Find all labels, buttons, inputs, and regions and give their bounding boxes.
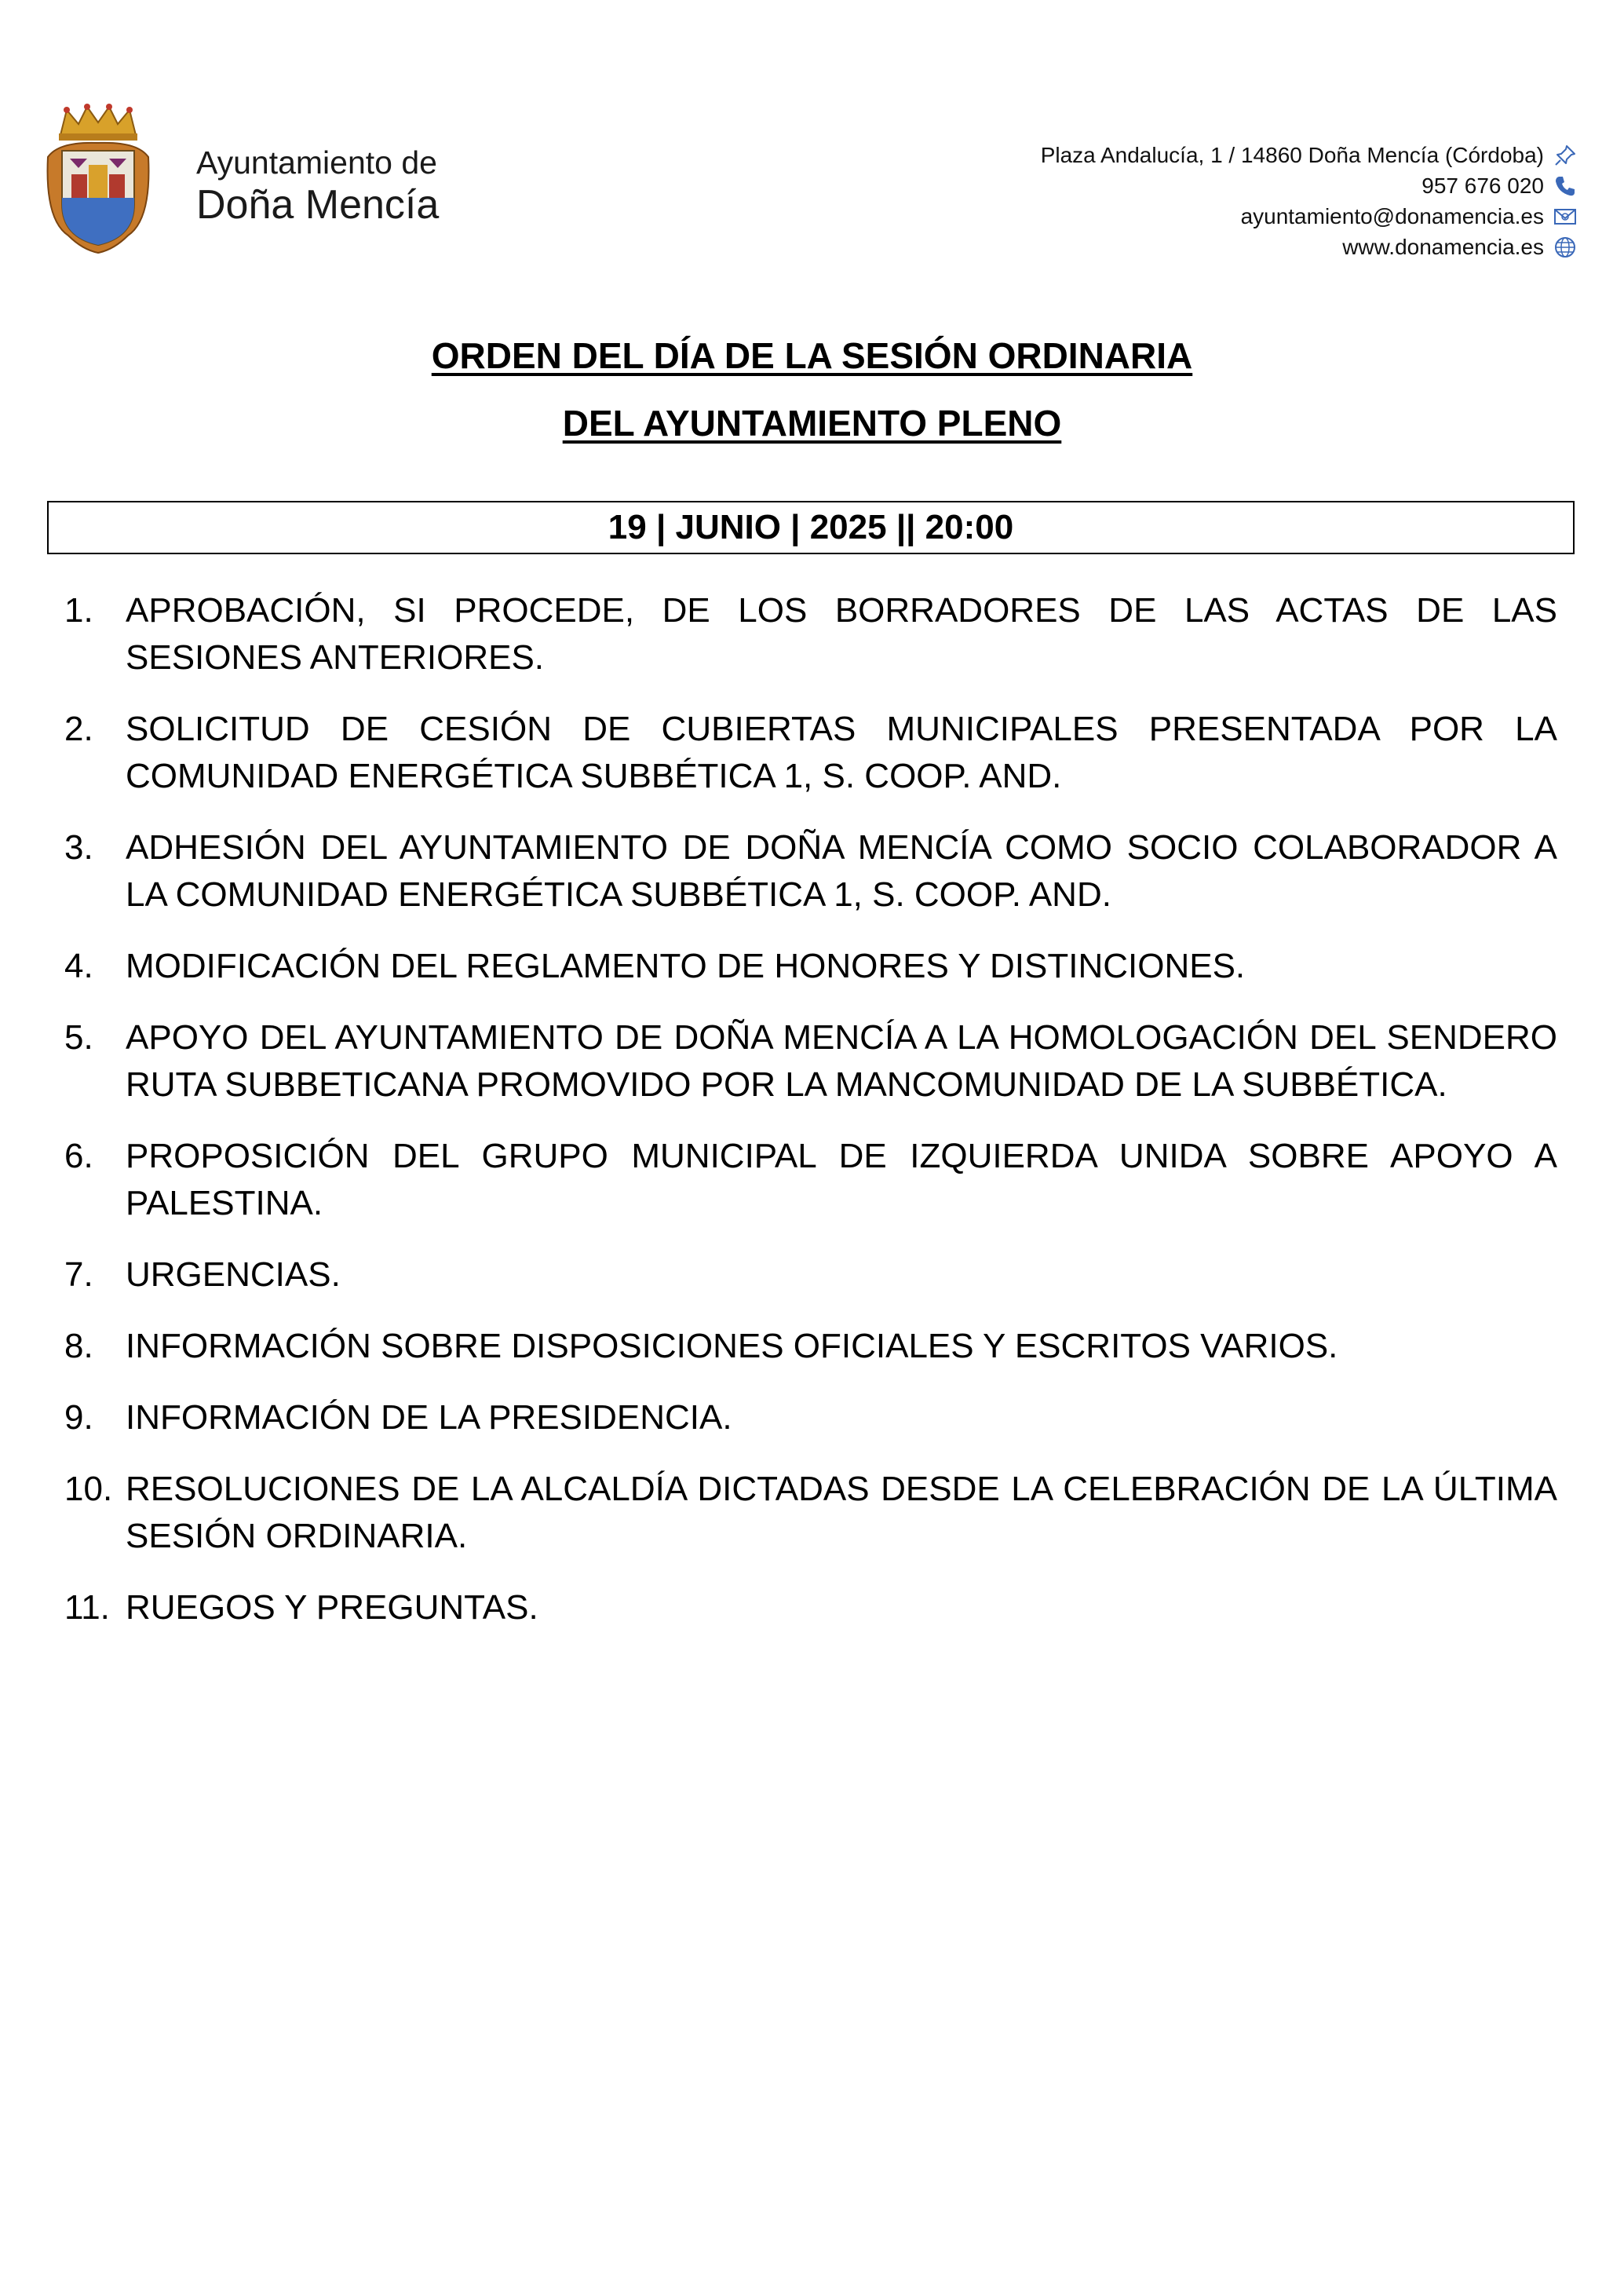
contact-email-text: ayuntamiento@donamencia.es bbox=[1240, 204, 1544, 228]
agenda-item-text: RESOLUCIONES DE LA ALCALDÍA DICTADAS DESDE LA CELEBRACIÓN DE LA ÚLTIMA SESIÓN ORDINARIA. bbox=[126, 1470, 1557, 1555]
pin-icon bbox=[1553, 144, 1577, 167]
agenda-item bbox=[64, 1394, 1557, 1441]
agenda-item-number: 3. bbox=[64, 828, 93, 867]
contact-address-text: Plaza Andalucía, 1 / 14860 Doña Mencía (Córdoba) bbox=[1040, 143, 1544, 167]
agenda-item-text: APROBACIÓN, SI PROCEDE, DE LOS BORRADORES DE LAS ACTAS DE LAS SESIONES ANTERIORES. bbox=[126, 591, 1557, 677]
agenda-item bbox=[64, 1251, 1557, 1299]
agenda-item-number: 6. bbox=[64, 1137, 93, 1175]
agenda-item-number: 1. bbox=[64, 591, 93, 630]
agenda-item-number: 2. bbox=[64, 710, 93, 748]
municipal-crest-logo bbox=[43, 102, 153, 255]
session-date-box: 19 | JUNIO | 2025 || 20:00 bbox=[47, 501, 1575, 554]
agenda-item bbox=[64, 1133, 1557, 1227]
agenda-item-text: MODIFICACIÓN DEL REGLAMENTO DE HONORES Y DISTINCIONES. bbox=[126, 947, 1246, 985]
agenda-item bbox=[64, 943, 1557, 990]
agenda-item bbox=[64, 1323, 1557, 1370]
contact-web bbox=[1041, 232, 1577, 262]
phone-icon bbox=[1553, 174, 1577, 198]
agenda-item bbox=[64, 1466, 1557, 1560]
agenda-item bbox=[64, 1584, 1557, 1631]
contact-address bbox=[1041, 140, 1577, 170]
globe-icon bbox=[1553, 236, 1577, 259]
agenda-item-text: APOYO DEL AYUNTAMIENTO DE DOÑA MENCÍA A LA HOMOLOGACIÓN DEL SENDERO RUTA SUBBETICANA PROMOVIDO POR LA MANCOMUNIDAD DE LA SUBBÉTICA. bbox=[126, 1018, 1557, 1104]
agenda-item bbox=[64, 1014, 1557, 1109]
agenda-item bbox=[64, 706, 1557, 800]
agenda-item-text: INFORMACIÓN DE LA PRESIDENCIA. bbox=[126, 1398, 732, 1437]
contact-web-text: www.donamencia.es bbox=[1342, 235, 1544, 259]
contact-phone-text: 957 676 020 bbox=[1421, 174, 1544, 198]
agenda-list bbox=[64, 587, 1557, 1656]
agenda-item-text: INFORMACIÓN SOBRE DISPOSICIONES OFICIALES Y ESCRITOS VARIOS. bbox=[126, 1327, 1338, 1365]
agenda-item-number: 4. bbox=[64, 947, 93, 985]
agenda-item bbox=[64, 587, 1557, 681]
agenda-item-text: SOLICITUD DE CESIÓN DE CUBIERTAS MUNICIPALES PRESENTADA POR LA COMUNIDAD ENERGÉTICA SUBBÉTICA 1, S. COOP. AND. bbox=[126, 710, 1557, 795]
title-line-1: ORDEN DEL DÍA DE LA SESIÓN ORDINARIA bbox=[431, 335, 1193, 376]
document-title bbox=[0, 322, 1624, 457]
org-prefix: Ayuntamiento de bbox=[196, 144, 437, 181]
agenda-item-text: PROPOSICIÓN DEL GRUPO MUNICIPAL DE IZQUIERDA UNIDA SOBRE APOYO A PALESTINA. bbox=[126, 1137, 1557, 1222]
email-icon bbox=[1553, 205, 1577, 228]
contact-block bbox=[1041, 140, 1577, 262]
contact-email bbox=[1041, 201, 1577, 232]
agenda-item bbox=[64, 824, 1557, 919]
agenda-item-number: 11. bbox=[64, 1588, 110, 1627]
agenda-item-number: 10. bbox=[64, 1470, 113, 1508]
agenda-item-text: RUEGOS Y PREGUNTAS. bbox=[126, 1588, 538, 1627]
agenda-item-number: 8. bbox=[64, 1327, 93, 1365]
org-name: Doña Mencía bbox=[196, 182, 440, 228]
agenda-item-text: ADHESIÓN DEL AYUNTAMIENTO DE DOÑA MENCÍA COMO SOCIO COLABORADOR A LA COMUNIDAD ENERGÉTICA SUBBÉTICA 1, S. COOP. AND. bbox=[126, 828, 1557, 914]
agenda-item-text: URGENCIAS. bbox=[126, 1255, 341, 1294]
title-line-2: DEL AYUNTAMIENTO PLENO bbox=[562, 403, 1062, 444]
agenda-item-number: 9. bbox=[64, 1398, 93, 1437]
contact-phone bbox=[1041, 170, 1577, 201]
agenda-item-number: 5. bbox=[64, 1018, 93, 1057]
agenda-item-number: 7. bbox=[64, 1255, 93, 1294]
